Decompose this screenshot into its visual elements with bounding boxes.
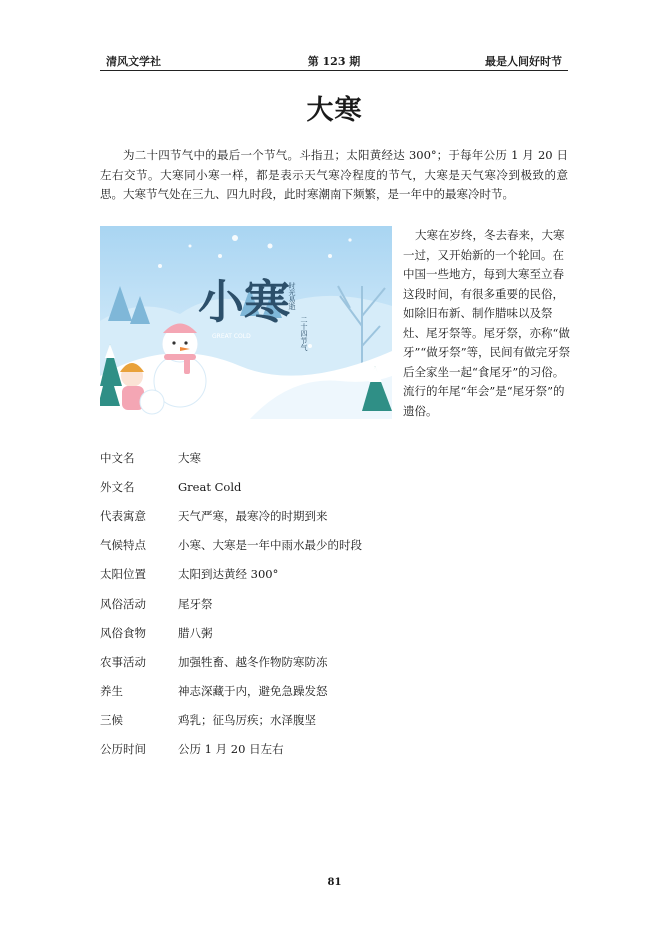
table-row (100, 647, 568, 676)
row-value: 公历 1 月 20 日左右 (178, 742, 284, 757)
illustration-vertical-right: 二十四节气 (300, 316, 308, 351)
row-value: 腊八粥 (178, 625, 213, 640)
intro-paragraph: 为二十四节气中的最后一个节气。斗指丑；太阳黄经达 300°；于每年公历 1 月 20 日左右交节。大寒同小寒一样，都是表示天气寒冷程度的节气，大寒是天气寒冷到极致的意思。大寒节气处在三九、四九时段，此时寒潮南下频繁，是一年中的最寒冷时节。 (100, 148, 568, 201)
table-row (100, 501, 568, 530)
row-value: 天气严寒，最寒冷的时期到来 (178, 508, 328, 523)
info-table (100, 443, 568, 764)
row-value: 尾牙祭 (178, 596, 213, 611)
row-label: 三候 (100, 713, 123, 728)
row-label: 公历时间 (100, 742, 146, 757)
running-header (100, 50, 568, 71)
table-row (100, 589, 568, 618)
row-label: 养生 (100, 684, 123, 699)
illustration-great-cold (100, 226, 392, 419)
page-title: 大寒 (306, 95, 363, 126)
row-value: 太阳到达黄经 300° (178, 567, 279, 582)
row-label: 农事活动 (100, 654, 146, 669)
illustration-english: GREAT COLD (212, 333, 251, 340)
row-value: Great Cold (178, 479, 242, 494)
header-issue: 第 123 期 (307, 55, 361, 68)
row-label: 风俗食物 (100, 625, 146, 640)
table-row (100, 735, 568, 764)
row-value: 加强牲畜、越冬作物防寒防冻 (178, 654, 328, 669)
table-row (100, 706, 568, 735)
table-row (100, 618, 568, 647)
header-column: 最是人间好时节 (485, 55, 562, 68)
row-label: 外文名 (100, 479, 135, 494)
table-row (100, 531, 568, 560)
table-row (100, 560, 568, 589)
row-label: 气候特点 (100, 538, 146, 553)
illustration-big-chars: 小寒 (198, 275, 290, 329)
row-value: 鸡乳；征鸟厉疾；水泽腹坚 (178, 713, 316, 728)
illustration-svg (100, 226, 392, 419)
row-value: 小寒、大寒是一年中雨水最少的时段 (178, 538, 362, 553)
row-value: 神志深藏于内，避免急躁发怒 (178, 684, 328, 699)
row-label: 代表寓意 (100, 508, 146, 523)
header-publication: 清风文学社 (106, 55, 161, 68)
page-number: 81 (327, 877, 342, 888)
row-label: 风俗活动 (100, 596, 146, 611)
table-row (100, 443, 568, 472)
row-value: 大寒 (178, 450, 201, 465)
row-label: 太阳位置 (100, 567, 146, 582)
illustration-vertical-left: 时光易逝 (288, 282, 296, 310)
table-row (100, 472, 568, 501)
row-label: 中文名 (100, 450, 135, 465)
table-row (100, 677, 568, 706)
side-paragraph: 大寒在岁终，冬去春来，大寒一过，又开始新的一个轮回。在中国一些地方，每到大寒至立春这段时间，有很多重要的民俗，如除旧布新、制作腊味以及祭灶、尾牙祭等。尾牙祭，亦称“做牙”“做牙祭”等，民间有做完牙祭后全家坐一起“食尾牙”的习俗。流行的年尾“年会”是“尾牙祭”的遗俗。 (403, 228, 571, 418)
